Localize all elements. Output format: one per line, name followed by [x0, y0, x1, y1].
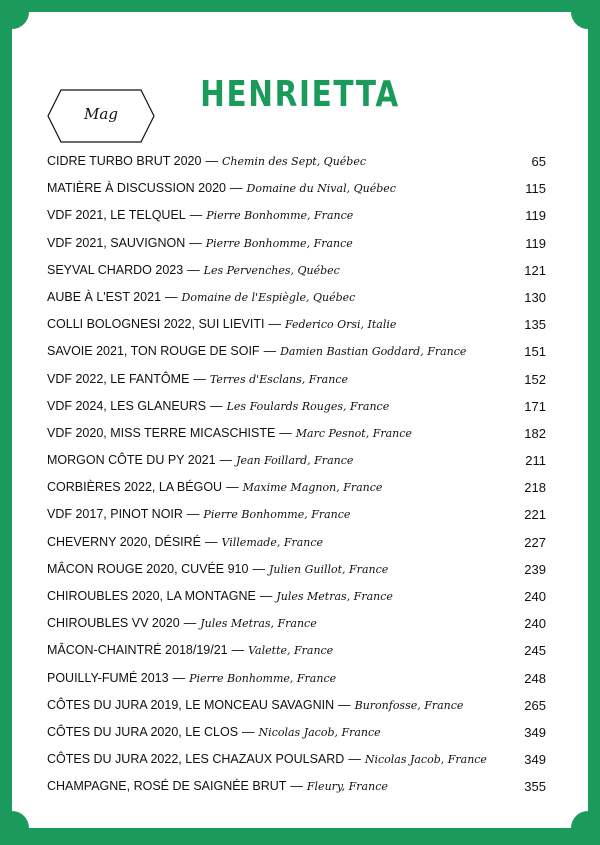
wine-producer: Villemade, France [221, 535, 324, 549]
restaurant-title: HENRIETTA [200, 74, 400, 115]
wine-row [47, 474, 546, 501]
wine-producer: Pierre Bonhomme, France [205, 236, 353, 250]
wine-producer: Domaine de l'Espiègle, Québec [181, 290, 356, 304]
corner-notch [571, 0, 600, 29]
wine-name: VDF 2024, LES GLANEURS [47, 398, 207, 413]
wine-row [47, 719, 546, 746]
wine-price: 135 [524, 317, 546, 333]
wine-producer: Domaine du Nival, Québec [246, 182, 396, 196]
wine-name: CORBIÈRES 2022, LA BÉGOU [47, 480, 223, 495]
wine-row [47, 447, 546, 474]
wine-price: 355 [524, 779, 546, 795]
wine-row [47, 257, 546, 284]
wine-row [47, 202, 546, 229]
wine-name: CÔTES DU JURA 2020, LE CLOS [47, 724, 239, 739]
wine-price: 349 [524, 752, 546, 768]
wine-producer: Chemin des Sept, Québec [221, 155, 367, 168]
wine-row [47, 529, 546, 556]
separator-dash: — [290, 779, 303, 794]
wine-name: VDF 2021, SAUVIGNON [47, 235, 186, 250]
separator-dash: — [263, 344, 277, 359]
wine-price: 151 [524, 344, 546, 360]
wine-producer: Pierre Bonhomme, France [203, 508, 351, 522]
wine-row [47, 366, 546, 393]
wine-name: SAVOIE 2021, TON ROUGE DE SOIF [47, 344, 260, 359]
wine-name: CHEVERNY 2020, DÉSIRÉ [47, 534, 201, 549]
separator-dash: — [187, 262, 200, 277]
wine-row [47, 583, 546, 610]
wine-price: 211 [525, 453, 546, 469]
wine-name: CÔTES DU JURA 2019, LE MONCEAU SAVAGNIN [47, 697, 335, 712]
separator-dash: — [231, 643, 245, 658]
wine-row [47, 284, 546, 311]
wine-name: VDF 2020, MISS TERRE MICASCHISTE [47, 425, 276, 440]
separator-dash: — [226, 480, 239, 495]
wine-price: 65 [531, 154, 546, 169]
separator-dash: — [230, 181, 243, 196]
wine-producer: Nicolas Jacob, France [364, 753, 487, 767]
wine-producer: Jules Metras, France [200, 617, 317, 631]
wine-name: MATIÈRE À DISCUSSION 2020 [47, 181, 226, 196]
wine-name: SEYVAL CHARDO 2023 [47, 262, 184, 277]
wine-row [47, 665, 546, 692]
wine-name: AUBE À L'EST 2021 [47, 289, 162, 304]
separator-dash: — [189, 235, 202, 250]
wine-price: 349 [524, 724, 546, 740]
wine-name: POUILLY-FUMÉ 2013 [47, 670, 169, 685]
separator-dash: — [172, 670, 186, 685]
wine-producer: Marc Pesnot, France [295, 426, 412, 440]
separator-dash: — [219, 453, 233, 468]
wine-producer: Pierre Bonhomme, France [189, 671, 337, 685]
wine-price: 182 [524, 425, 546, 441]
wine-producer: Nicolas Jacob, France [258, 725, 381, 739]
wine-row [47, 393, 546, 420]
wine-price: 221 [524, 507, 546, 523]
wine-row [47, 175, 546, 202]
wine-producer: Damien Bastian Goddard, France [280, 345, 467, 359]
wine-producer: Julien Guillot, France [268, 562, 389, 576]
corner-notch [0, 0, 29, 29]
wine-price: 248 [524, 670, 546, 686]
wine-price: 227 [524, 534, 546, 550]
wine-row [47, 746, 546, 773]
wine-name: CIDRE TURBO BRUT 2020 [47, 154, 202, 168]
wine-price: 245 [524, 643, 546, 659]
separator-dash: — [338, 697, 351, 712]
section-label: Mag [84, 105, 118, 123]
wine-name: MÂCON-CHAINTRÉ 2018/19/21 [47, 643, 228, 658]
separator-dash: — [348, 752, 361, 767]
wine-name: CHIROUBLES VV 2020 [47, 616, 180, 631]
wine-producer: Valette, France [248, 644, 334, 658]
separator-dash: — [252, 561, 265, 576]
wine-producer: Terres d'Esclans, France [209, 372, 348, 386]
wine-price: 171 [524, 398, 546, 414]
wine-row [47, 637, 546, 664]
wine-name: VDF 2021, LE TELQUEL [47, 208, 186, 223]
separator-dash: — [183, 616, 197, 631]
separator-dash: — [259, 589, 273, 603]
wine-name: CÔTES DU JURA 2022, LES CHAZAUX POULSARD [47, 752, 345, 767]
wine-price: 152 [524, 371, 546, 387]
wine-producer: Buronfosse, France [354, 698, 464, 712]
wine-price: 115 [525, 181, 546, 197]
separator-dash: — [193, 371, 206, 386]
wine-price: 121 [524, 262, 546, 278]
wine-row [47, 311, 546, 338]
wine-producer: Federico Orsi, Italie [284, 318, 397, 332]
wine-name: CHIROUBLES 2020, LA MONTAGNE [47, 589, 256, 603]
wine-producer: Fleury, France [306, 780, 388, 794]
wine-row [47, 230, 546, 257]
wine-price: 265 [524, 697, 546, 713]
wine-price: 119 [525, 208, 546, 224]
wine-producer: Maxime Magnon, France [242, 481, 383, 495]
wine-row [47, 610, 546, 637]
separator-dash: — [165, 289, 178, 304]
wine-price: 218 [524, 480, 546, 496]
wine-row [47, 692, 546, 719]
wine-row [47, 148, 546, 175]
separator-dash: — [205, 154, 218, 168]
wine-price: 240 [524, 616, 546, 632]
separator-dash: — [279, 425, 292, 440]
wine-name: MORGON CÔTE DU PY 2021 [47, 453, 216, 468]
wine-price: 130 [524, 289, 546, 305]
wine-row [47, 773, 546, 800]
wine-producer: Jules Metras, France [276, 590, 393, 603]
wine-price: 240 [524, 589, 546, 604]
separator-dash: — [189, 208, 203, 223]
wine-row [47, 556, 546, 583]
wine-name: CHAMPAGNE, ROSÉ DE SAIGNÉE BRUT [47, 779, 287, 794]
separator-dash: — [205, 534, 218, 549]
wine-name: MÂCON ROUGE 2020, CUVÉE 910 [47, 561, 249, 576]
wine-row [47, 420, 546, 447]
separator-dash: — [242, 724, 255, 739]
separator-dash: — [186, 507, 200, 522]
wine-name: COLLI BOLOGNESI 2022, SUI LIEVITI [47, 317, 265, 332]
wine-producer: Pierre Bonhomme, France [206, 209, 354, 223]
separator-dash: — [268, 317, 281, 332]
wine-producer: Les Pervenches, Québec [203, 263, 340, 277]
wine-row [47, 501, 546, 528]
wine-list [47, 148, 546, 801]
wine-name: VDF 2017, PINOT NOIR [47, 507, 183, 522]
wine-producer: Jean Foillard, France [236, 454, 354, 468]
wine-price: 119 [525, 235, 546, 251]
wine-producer: Les Foulards Rouges, France [226, 399, 390, 413]
wine-price: 239 [524, 561, 546, 577]
section-badge [47, 89, 155, 143]
wine-row [47, 338, 546, 365]
wine-name: VDF 2022, LE FANTÔME [47, 371, 190, 386]
separator-dash: — [210, 398, 223, 413]
